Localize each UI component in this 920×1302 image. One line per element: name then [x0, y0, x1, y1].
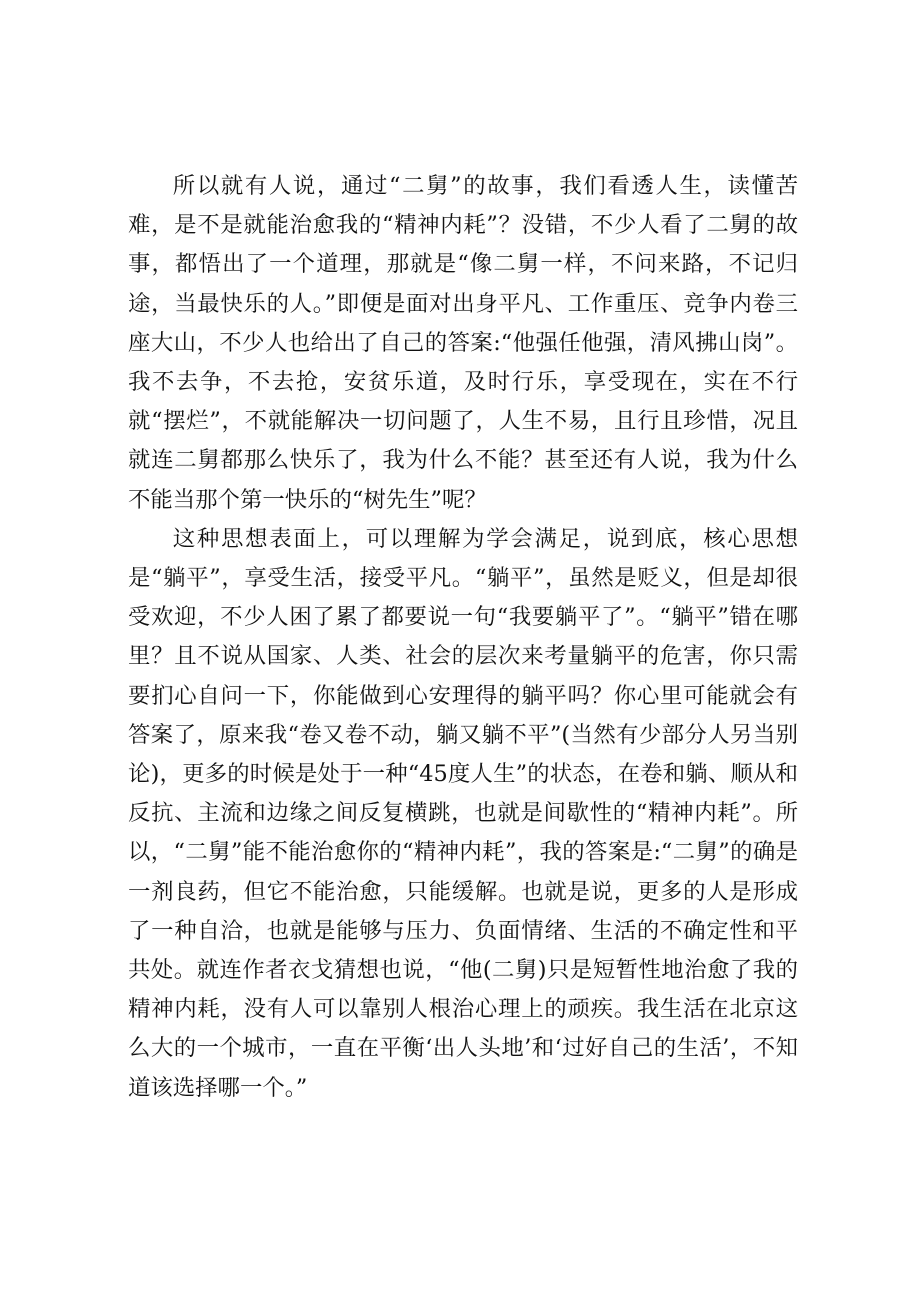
paragraph: 这种思想表面上，可以理解为学会满足，说到底，核心思想是“躺平”，享受生活，接受平凡。“躺平”，虽然是贬义，但是却很受欢迎，不少人困了累了都要说一句“我要躺平了”。“躺平”错在哪里？且不说从国家、人类、社会的层次来考量躺平的危害，你只需要扪心自问一下，你能做到心安理得的躺平吗？你心里可能就会有答案了，原来我“卷又卷不动，躺又躺不平”(当然有少部分人另当别论)，更多的时候是处于一种“45度人生”的状态，在卷和躺、顺从和反抗、主流和边缘之间反复横跳，也就是间歇性的“精神内耗”。所以，“二舅”能不能治愈你的“精神内耗”，我的答案是:“二舅”的确是一剂良药，但它不能治愈，只能缓解。也就是说，更多的人是形成了一种自洽，也就是能够与压力、负面情绪、生活的不确定性和平共处。就连作者衣戈猜想也说，“他(二舅)只是短暂性地治愈了我的精神内耗，没有人可以靠别人根治心理上的顽疾。我生活在北京这么大的一个城市，一直在平衡‘出人头地’和‘过好自己的生活’，不知道该选择哪一个。” [128, 525, 798, 1101]
paragraph: 所以就有人说，通过“二舅”的故事，我们看透人生，读懂苦难，是不是就能治愈我的“精神内耗”？没错，不少人看了二舅的故事，都悟出了一个道理，那就是“像二舅一样，不问来路，不记归途，当最快乐的人。”即便是面对出身平凡、工作重压、竞争内卷三座大山，不少人也给出了自己的答案:“他强任他强，清风拂山岗”。我不去争，不去抢，安贫乐道，及时行乐，享受现在，实在不行就“摆烂”，不就能解决一切问题了，人生不易，且行且珍惜，况且就连二舅都那么快乐了，我为什么不能？甚至还有人说，我为什么不能当那个第一快乐的“树先生”呢？ [128, 173, 798, 513]
body-text [128, 167, 798, 1108]
